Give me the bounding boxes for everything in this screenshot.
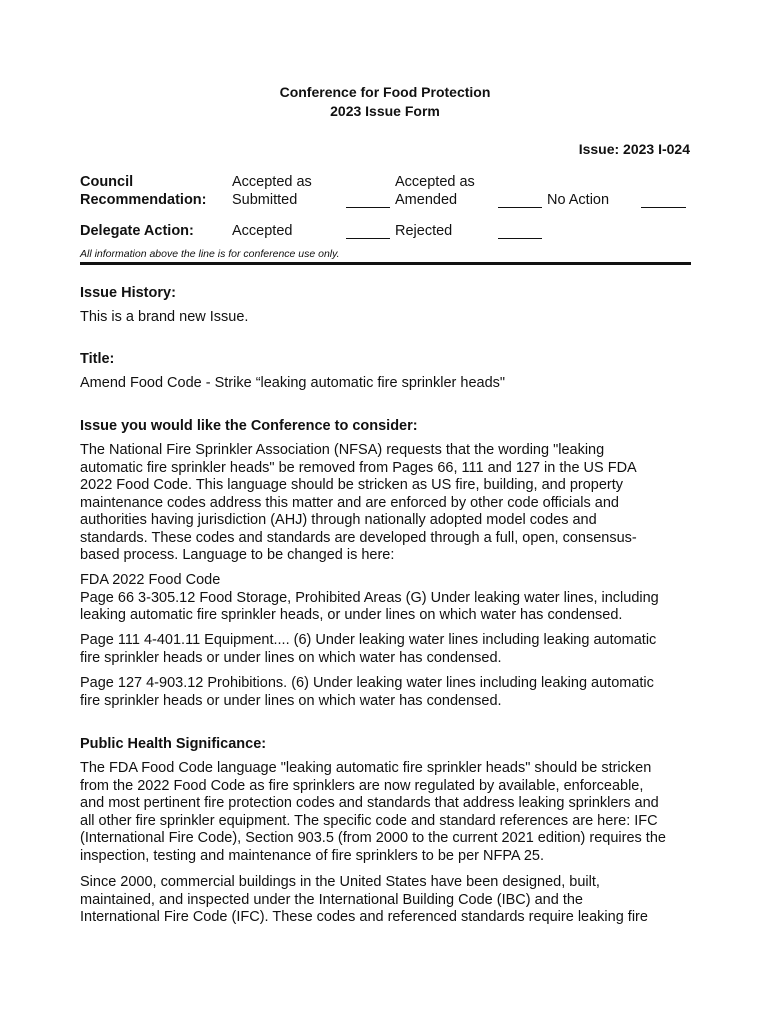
consider-heading: Issue you would like the Conference to consider: [80, 418, 418, 434]
issue-history-heading: Issue History: [80, 285, 176, 301]
council-blank-submitted[interactable] [346, 207, 390, 208]
separator-rule [80, 262, 691, 265]
consider-paragraph-1: The National Fire Sprinkler Association (NFSA) requests that the wording "leaking automatic fire sprinkler heads" be removed from Pages 66, 111 and 127 in the US FDA 2022 Food Code. This language should be stricken as US fire, building, and property maintenance codes address this matter and are enforced by other code officials and authorities having jurisdiction (AHJ) through nationally adopted model codes and standards. These codes and standards are developed through a full, open, consensus- based process. Language to be changed is here: [80, 442, 637, 563]
form-subtitle: 2023 Issue Form [330, 103, 440, 119]
delegate-blank-rejected[interactable] [498, 238, 542, 239]
council-label: Council [80, 174, 134, 190]
form-title: Conference for Food Protection [279, 84, 491, 100]
significance-heading: Public Health Significance: [80, 736, 267, 752]
council-option-accepted-submitted: Accepted as [232, 174, 312, 190]
delegate-option-accepted: Accepted [232, 223, 293, 239]
delegate-label: Delegate Action: [80, 223, 194, 239]
council-blank-amended[interactable] [498, 207, 542, 208]
delegate-option-rejected: Rejected [395, 223, 453, 239]
council-option-no-action: No Action [547, 192, 610, 208]
council-label-2: Recommendation: [80, 192, 207, 208]
council-option-accepted-amended-2: Amended [395, 192, 458, 208]
council-option-accepted-submitted-2: Submitted [232, 192, 298, 208]
significance-paragraph-2: Since 2000, commercial buildings in the United States have been designed, built, maintained, and inspected under the International Building Code (IBC) and the International Fire Code (IFC). These codes and referenced standards require leaking fire [80, 874, 648, 925]
delegate-blank-accepted[interactable] [346, 238, 390, 239]
title-text: Amend Food Code - Strike “leaking automatic fire sprinkler heads" [80, 375, 506, 391]
title-heading: Title: [80, 351, 115, 367]
consider-paragraph-3: Page 111 4-401.11 Equipment.... (6) Under leaking water lines including leaking automatic fire sprinkler heads or under lines on which water has condensed. [80, 632, 657, 666]
consider-paragraph-2: FDA 2022 Food Code Page 66 3-305.12 Food Storage, Prohibited Areas (G) Under leaking water lines, including leaking automatic fire sprinkler heads, or under lines on which water has condensed. [80, 572, 659, 623]
consider-paragraph-4: Page 127 4-903.12 Prohibitions. (6) Under leaking water lines including leaking automatic fire sprinkler heads or under lines on which water has condensed. [80, 675, 654, 709]
council-blank-no-action[interactable] [641, 207, 686, 208]
issue-number: Issue: 2023 I-024 [578, 141, 690, 157]
issue-history-text: This is a brand new Issue. [80, 309, 249, 325]
council-option-accepted-amended: Accepted as [395, 174, 475, 190]
significance-paragraph-1: The FDA Food Code language "leaking automatic fire sprinkler heads" should be stricken from the 2022 Food Code as fire sprinklers are now regulated by available, enforceable, and most pertinent fire protection codes and standards that address leaking sprinklers and all other fire sprinkler equipment. The specific code and standard references are here: IFC (International Fire Code), Section 903.5 (from 2000 to the current 2021 edition) requires the inspection, testing and maintenance of fire sprinklers to be per NFPA 25. [80, 760, 666, 864]
conference-use-note: All information above the line is for conference use only. [80, 248, 340, 260]
